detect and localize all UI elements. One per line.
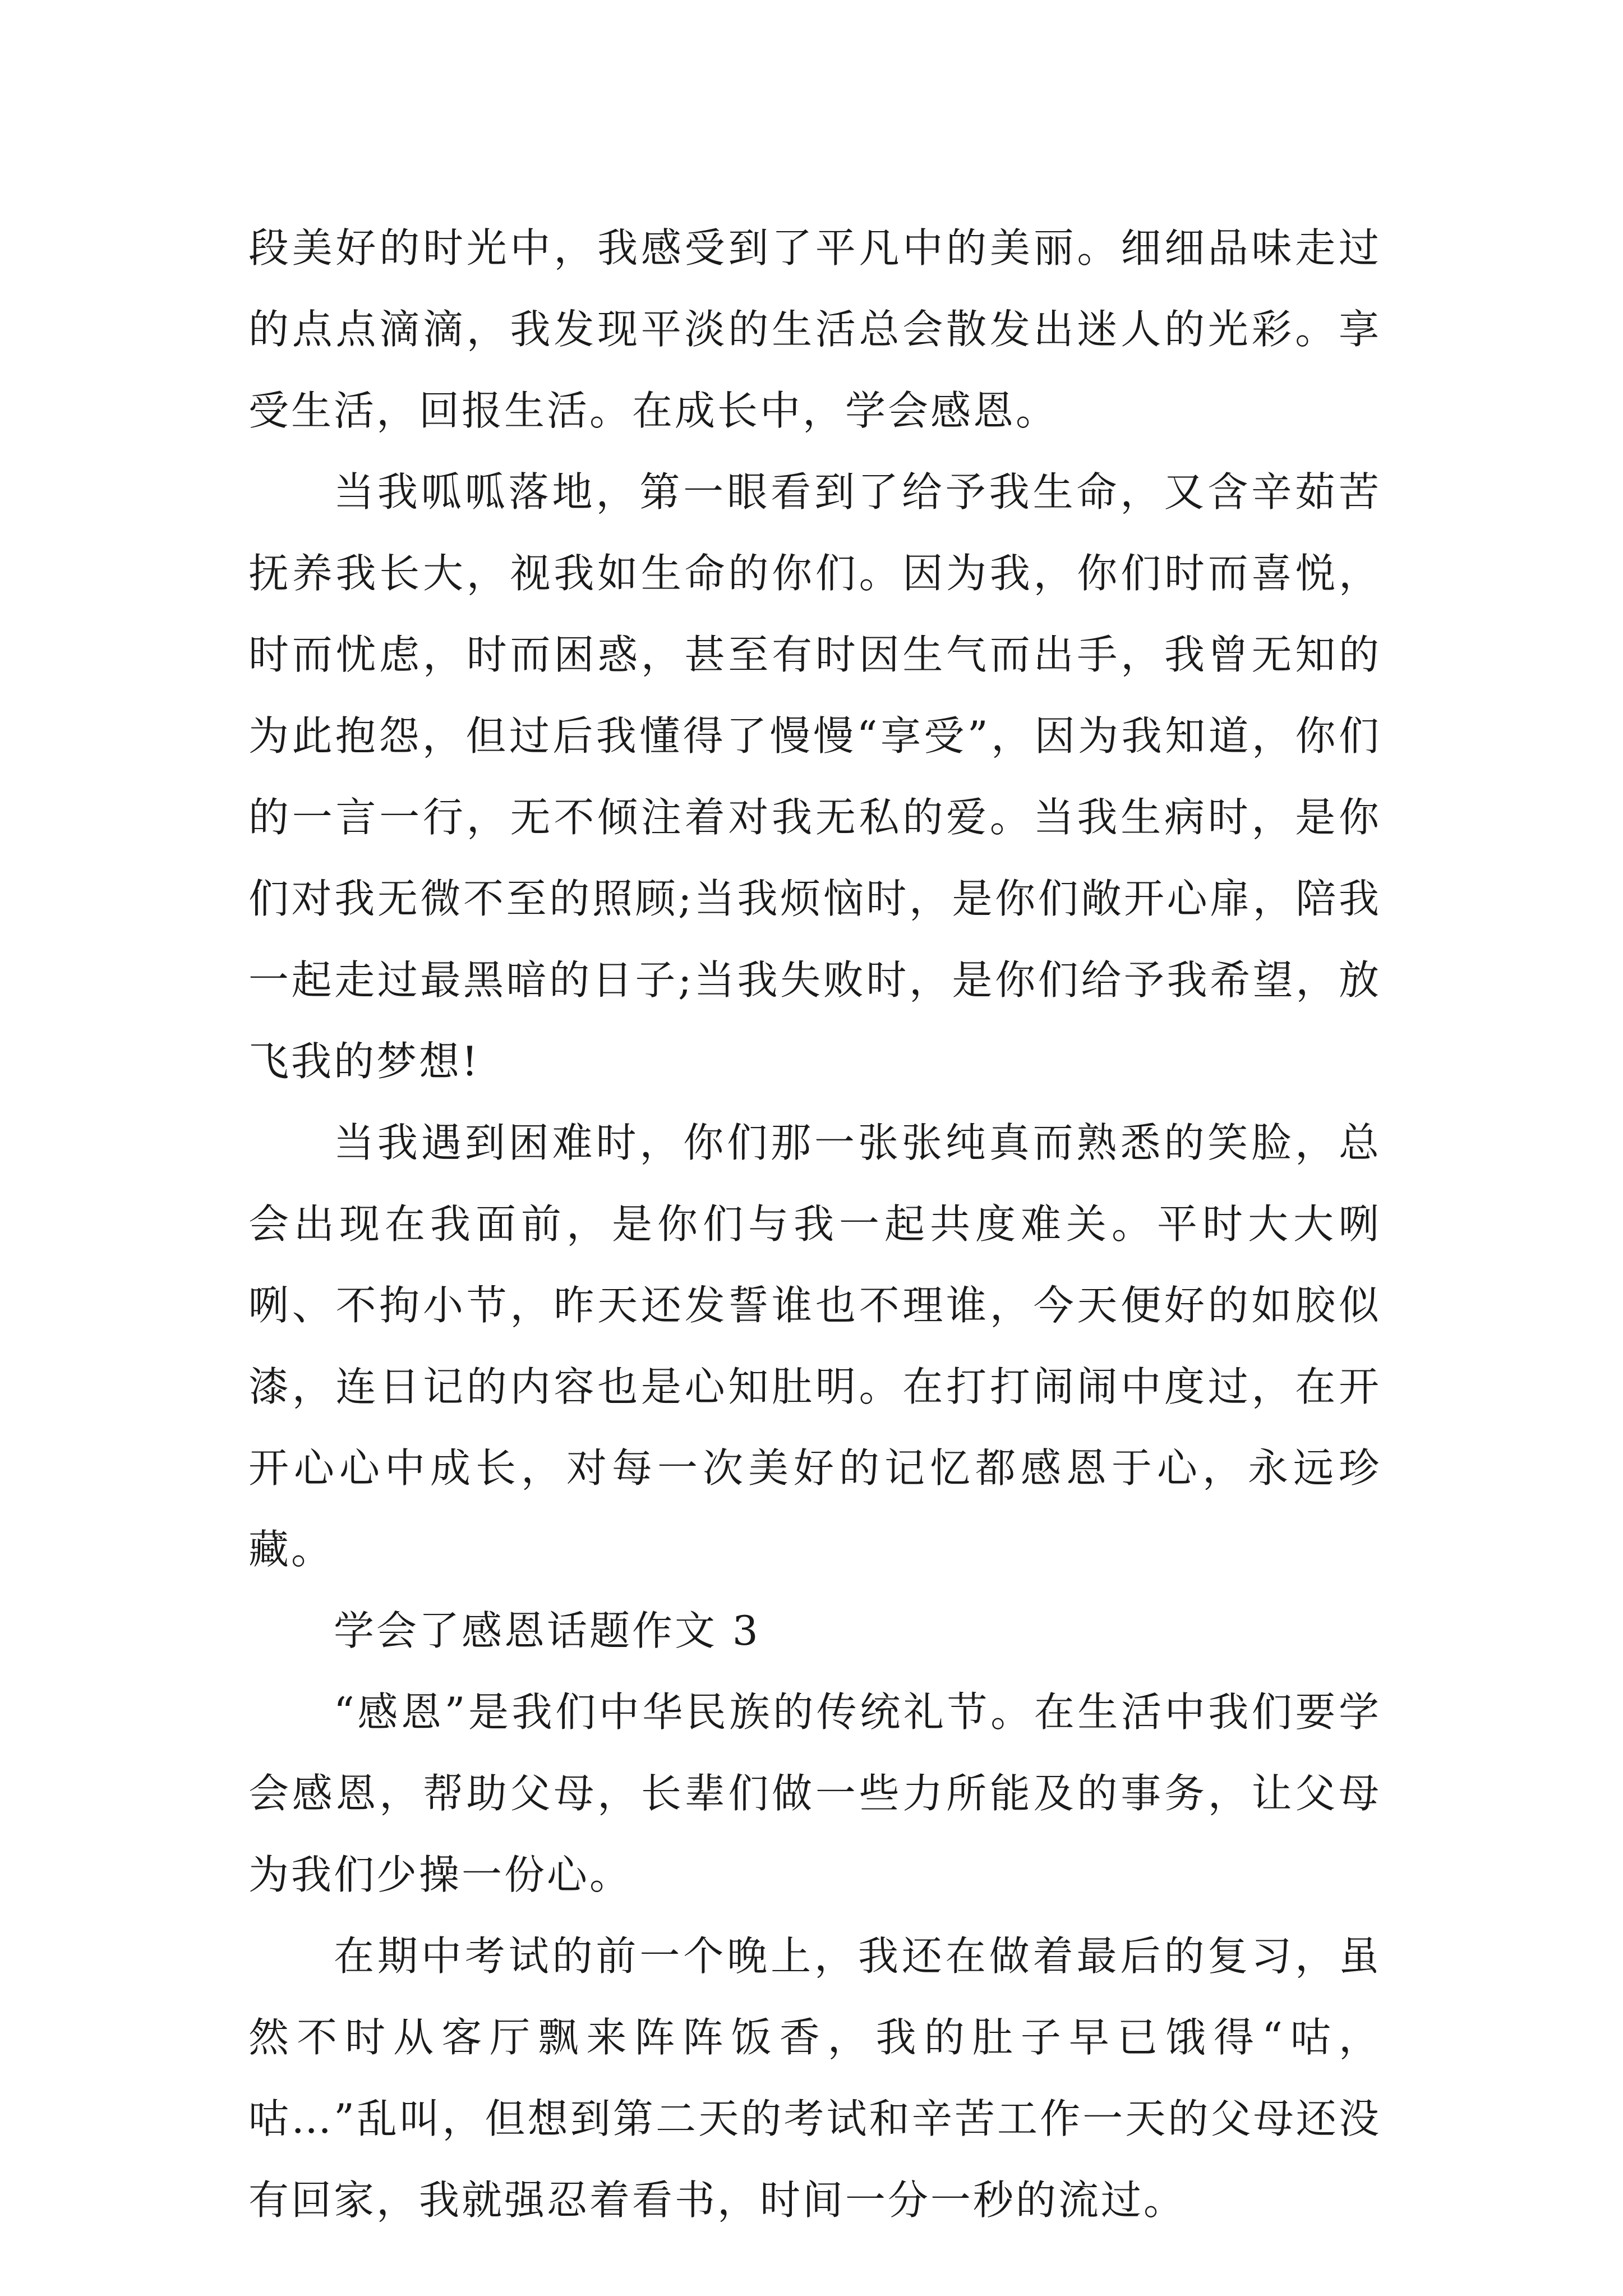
paragraph: 在期中考试的前一个晚上，我还在做着最后的复习，虽然不时从客厅飘来阵阵饭香，我的肚子早已饿得“咕，咕…”乱叫，但想到第二天的考试和辛苦工作一天的父母还没有回家，我就强忍着看书，时间一分一秒的流过。: [248, 1932, 1381, 2224]
paragraph: 当我遇到困难时，你们那一张张纯真而熟悉的笑脸，总会出现在我面前，是你们与我一起共度难关。平时大大咧咧、不拘小节，昨天还发誓谁也不理谁，今天便好的如胶似漆，连日记的内容也是心知肚明。在打打闹闹中度过，在开开心心中成长，对每一次美好的记忆都感恩于心，永远珍藏。: [248, 1119, 1381, 1573]
paragraph: “感恩”是我们中华民族的传统礼节。在生活中我们要学会感恩，帮助父母，长辈们做一些力所能及的事务，让父母为我们少操一份心。: [248, 1688, 1381, 1898]
paragraph-continued: 段美好的时光中，我感受到了平凡中的美丽。细细品味走过的点点滴滴，我发现平淡的生活总会散发出迷人的光彩。享受生活，回报生活。在成长中，学会感恩。: [248, 224, 1381, 434]
paragraph: 当我呱呱落地，第一眼看到了给予我生命，又含辛茹苦抚养我长大，视我如生命的你们。因为我，你们时而喜悦，时而忧虑，时而困惑，甚至有时因生气而出手，我曾无知的为此抱怨，但过后我懂得了慢慢“享受”，因为我知道，你们的一言一行，无不倾注着对我无私的爱。当我生病时，是你们对我无微不至的照顾;当我烦恼时，是你们敞开心扉，陪我一起走过最黑暗的日子;当我失败时，是你们给予我希望，放飞我的梦想!: [248, 468, 1381, 1085]
section-heading: 学会了感恩话题作文 3: [334, 1607, 760, 1654]
document-body: [248, 208, 1381, 2241]
